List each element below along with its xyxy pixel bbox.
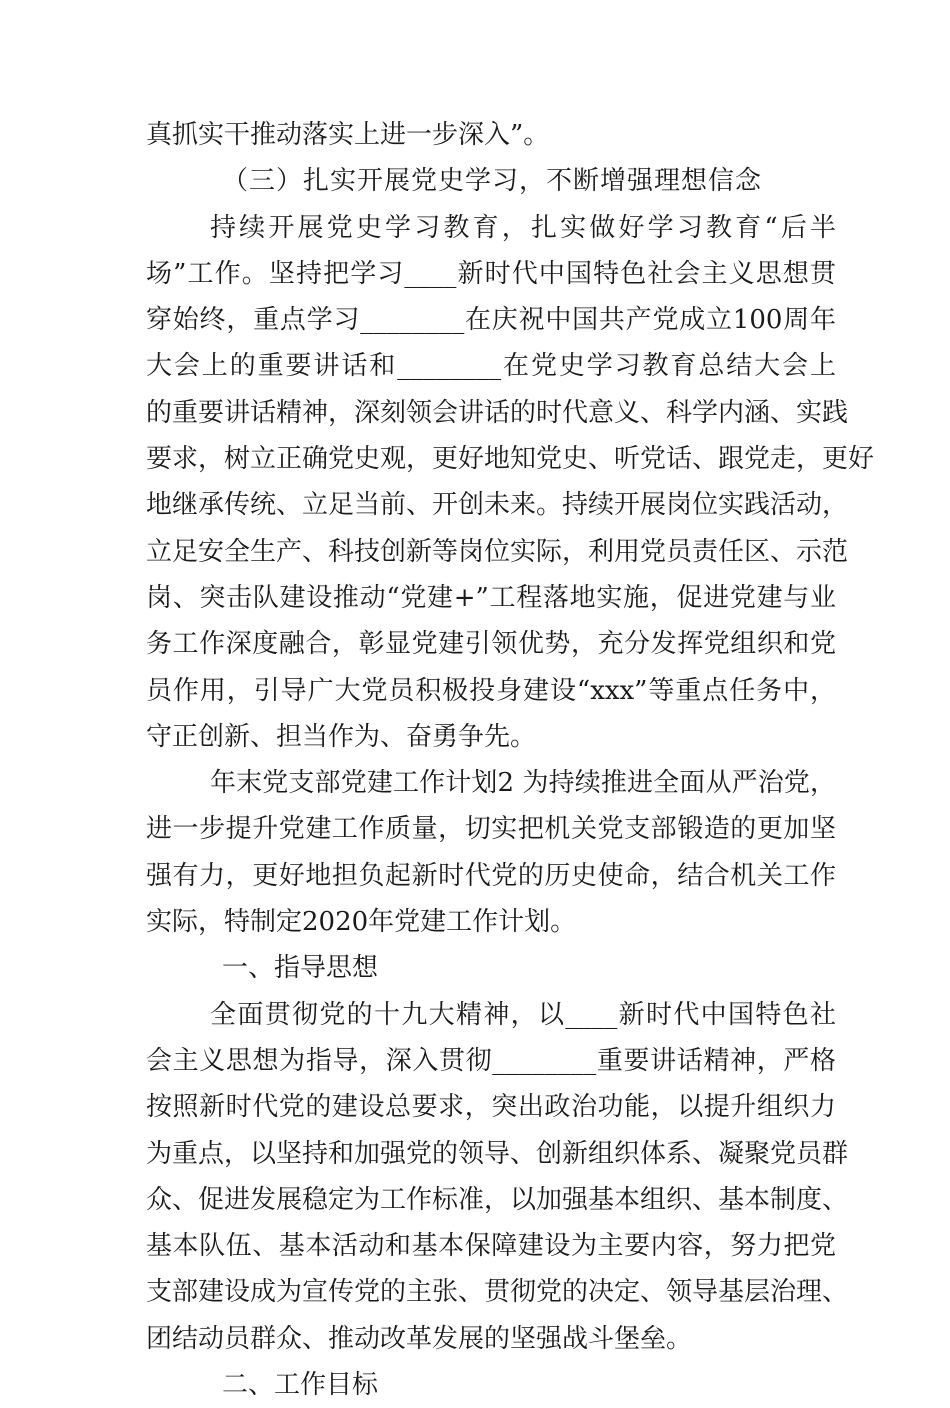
paragraph-line: 场”工作。坚持把学习____新时代中国特色社会主义思想贯 <box>146 258 836 289</box>
section-heading: 二、工作目标 <box>222 1370 379 1401</box>
paragraph-line: 强有力，更好地担负起新时代党的历史使命，结合机关工作 <box>146 860 836 891</box>
paragraph-line: 守正创新、担当作为、奋勇争先。 <box>146 721 537 752</box>
paragraph-line: 立足安全生产、科技创新等岗位实际，利用党员责任区、示范 <box>146 536 849 567</box>
paragraph-line: 全面贯彻党的十九大精神，以____新时代中国特色社 <box>210 999 836 1030</box>
document-body <box>146 112 875 1408</box>
paragraph-line: 团结动员群众、推动改革发展的坚强战斗堡垒。 <box>146 1323 693 1354</box>
paragraph-line: 为重点，以坚持和加强党的领导、创新组织体系、凝聚党员群 <box>146 1138 849 1169</box>
paragraph-line: 的重要讲话精神，深刻领会讲话的时代意义、科学内涵、实践 <box>146 397 849 428</box>
paragraph-line: 基本队伍、基本活动和基本保障建设为主要内容，努力把党 <box>146 1231 836 1262</box>
paragraph-line: 年末党支部党建工作计划2 为持续推进全面从严治党， <box>210 768 836 799</box>
paragraph-line: 支部建设成为宣传党的主张、贯彻党的决定、领导基层治理、 <box>146 1277 849 1308</box>
paragraph-line: 会主义思想为指导，深入贯彻________重要讲话精神，严格 <box>146 1045 836 1076</box>
paragraph-line: 员作用，引导广大党员积极投身建设“xxx”等重点任务中， <box>146 675 836 706</box>
paragraph-line: 穿始终，重点学习________在庆祝中国共产党成立100周年 <box>146 305 836 336</box>
paragraph-line: 要求，树立正确党史观，更好地知党史、听党话、跟党走，更好 <box>146 444 875 475</box>
paragraph-line: 持续开展党史学习教育，扎实做好学习教育“后半 <box>210 212 836 243</box>
paragraph-line: 岗、突击队建设推动“党建+”工程落地实施，促进党建与业 <box>146 582 836 613</box>
section-heading: 一、指导思想 <box>222 953 379 984</box>
paragraph-line: 按照新时代党的建设总要求，突出政治功能，以提升组织力 <box>146 1092 836 1123</box>
text-line: 真抓实干推动落实上进一步深入”。 <box>146 120 550 150</box>
paragraph-line: 众、促进发展稳定为工作标准，以加强基本组织、基本制度、 <box>146 1184 849 1215</box>
section-heading: （三）扎实开展党史学习，不断增强理想信念 <box>222 166 763 197</box>
paragraph-line: 大会上的重要讲话和________在党史学习教育总结大会上 <box>146 351 836 382</box>
paragraph-line: 务工作深度融合，彰显党建引领优势，充分发挥党组织和党 <box>146 629 836 660</box>
paragraph-line: 地继承传统、立足当前、开创未来。持续开展岗位实践活动， <box>146 490 849 521</box>
paragraph-line: 进一步提升党建工作质量，切实把机关党支部锻造的更加坚 <box>146 814 836 845</box>
paragraph-line: 实际，特制定2020年党建工作计划。 <box>146 907 577 938</box>
